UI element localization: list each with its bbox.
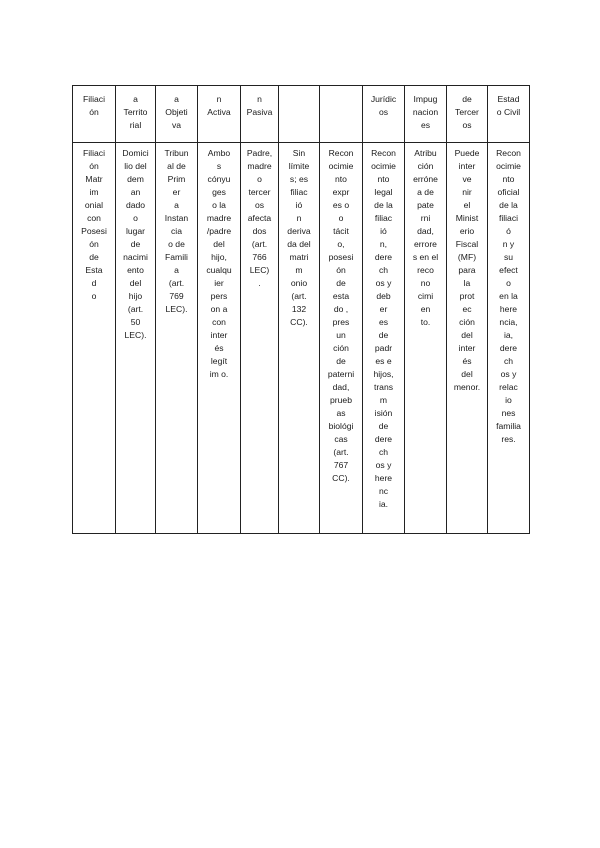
table-cell-text: Puede inter ve nir el Minist erio Fiscal (MF) para la prot ec ción del inter és del menor. xyxy=(453,148,481,392)
table-cell-text: Recon ocimie nto legal de la filiac ió n, dere ch os y deb er es de padr es e hijos, trans m isión de dere ch os y here nc ia. xyxy=(371,148,396,509)
table-cell-text: Atribu ción erróne a de pate rni dad, errore s en el reco no cimi en to. xyxy=(412,148,439,327)
header-cell-text: a Territo rial xyxy=(123,94,148,130)
table-cell xyxy=(488,143,530,534)
table-cell-text: Padre, madre o tercer os afecta dos (art. 766 LEC) . xyxy=(246,148,273,288)
table-cell-text: Ambo s cónyu ges o la madre /padre del hijo, cualqu ier pers on a con inter és legít im o. xyxy=(206,148,232,379)
table-cell xyxy=(241,143,279,534)
header-row xyxy=(73,86,530,143)
table-cell-text: Recon ocimie nto expr es o o tácit o, posesi ón de esta do , pres un ción de paterni dad, prueb as biológi cas (art. 767 CC). xyxy=(327,148,355,483)
table-cell-text: Tribun al de Prim er a Instan cia o de Famili a (art. 769 LEC). xyxy=(164,148,189,314)
header-cell-text: a Objeti va xyxy=(165,94,188,130)
table-cell xyxy=(405,143,447,534)
header-cell-text: Jurídic os xyxy=(370,94,397,117)
table-cell xyxy=(363,143,405,534)
header-cell-text: Impug nacion es xyxy=(412,94,439,130)
table-cell xyxy=(116,143,156,534)
table-row xyxy=(73,143,530,534)
table-cell-text: Domici lio del dem an dado o lugar de nacimi ento del hijo (art. 50 LEC). xyxy=(122,148,149,340)
header-cell xyxy=(320,86,363,143)
header-cell xyxy=(156,86,198,143)
header-cell xyxy=(116,86,156,143)
table-cell-text: Recon ocimie nto oficial de la filiaci ó n y su efect o en la here ncia, ia, dere ch os y relac io nes familia res. xyxy=(496,148,521,444)
table-cell xyxy=(447,143,488,534)
header-cell xyxy=(488,86,530,143)
table-cell-text: Filiaci ón Matr im onial con Posesi ón de Esta d o xyxy=(81,148,107,301)
header-cell xyxy=(363,86,405,143)
header-cell xyxy=(405,86,447,143)
table-cell-text: Sin límite s; es filiac ió n deriva da del matri m onio (art. 132 CC). xyxy=(287,148,311,327)
table-cell xyxy=(73,143,116,534)
header-cell-text: n Pasiva xyxy=(246,94,273,117)
table-cell xyxy=(198,143,241,534)
table-cell xyxy=(320,143,363,534)
table-cell xyxy=(279,143,320,534)
header-cell xyxy=(73,86,116,143)
header-cell xyxy=(447,86,488,143)
header-cell-text: de Tercer os xyxy=(455,94,479,130)
header-cell-text: Estad o Civil xyxy=(496,94,521,117)
table-cell xyxy=(156,143,198,534)
filiation-table xyxy=(72,85,530,534)
header-cell-text: Filiaci ón xyxy=(83,94,105,117)
header-cell xyxy=(279,86,320,143)
header-cell xyxy=(198,86,241,143)
header-cell-text: n Activa xyxy=(207,94,231,117)
header-cell xyxy=(241,86,279,143)
